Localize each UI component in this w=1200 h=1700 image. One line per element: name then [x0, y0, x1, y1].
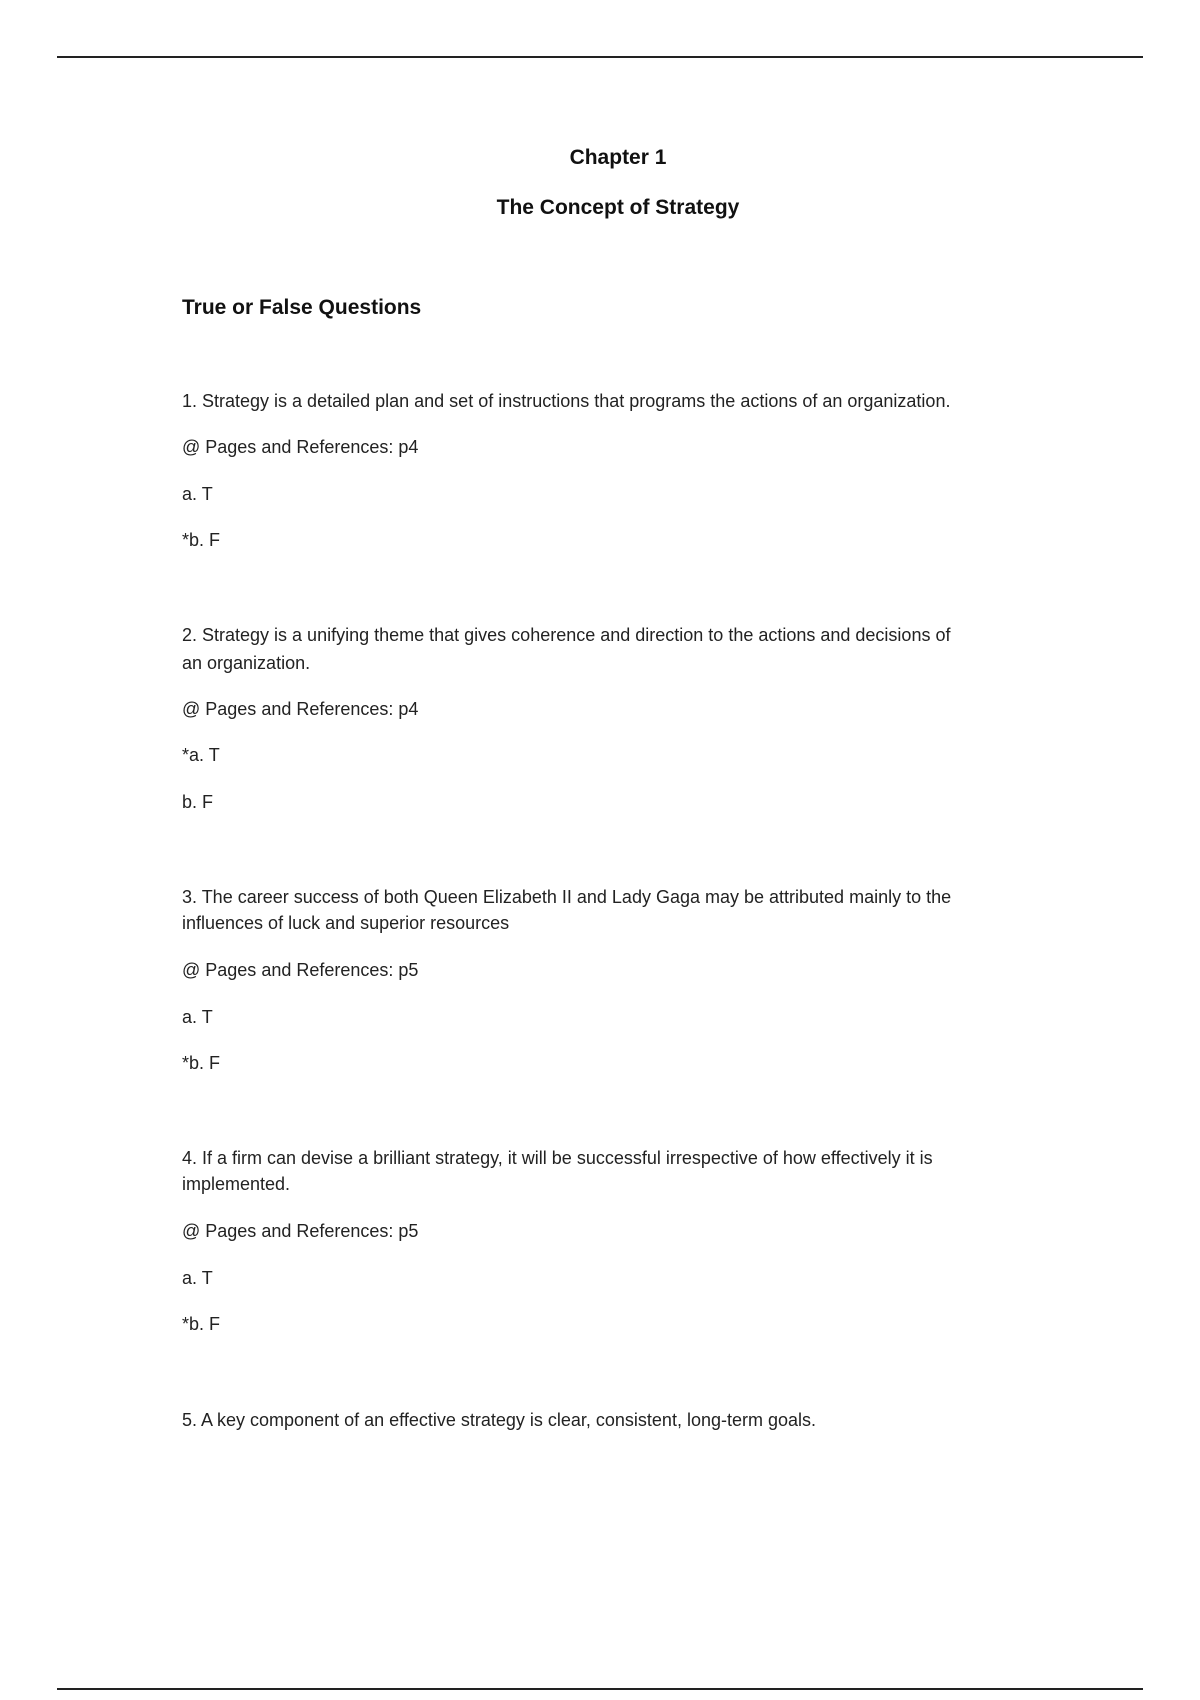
question-text-continued: implemented.: [182, 1174, 291, 1194]
section-title: True or False Questions: [182, 296, 422, 319]
question-text: 5. A key component of an effective strategy is clear, consistent, long-term goals.: [182, 1410, 817, 1430]
option-b: *b. F: [182, 1314, 221, 1334]
option-a: a. T: [182, 484, 213, 504]
question-text: 3. The career success of both Queen Elizabeth II and Lady Gaga may be attributed mainly to the: [182, 887, 952, 907]
question-text: 1. Strategy is a detailed plan and set of instructions that programs the actions of an organization.: [182, 391, 951, 411]
question-text-continued: an organization.: [182, 653, 311, 673]
option-a: a. T: [182, 1007, 213, 1027]
question-reference: @ Pages and References: p5: [182, 960, 419, 980]
chapter-heading: Chapter 1: [569, 146, 667, 169]
page-title: The Concept of Strategy: [496, 196, 740, 219]
bottom-rule: [57, 1688, 1143, 1690]
top-rule: [57, 56, 1143, 58]
question-text: 4. If a firm can devise a brilliant strategy, it will be successful irrespective of how effectively it is: [182, 1148, 933, 1168]
option-b: *b. F: [182, 530, 221, 550]
question-text-continued: influences of luck and superior resources: [182, 913, 510, 933]
question-text: 2. Strategy is a unifying theme that gives coherence and direction to the actions and decisions of: [182, 625, 951, 645]
question-reference: @ Pages and References: p4: [182, 699, 419, 719]
option-b: *b. F: [182, 1053, 221, 1073]
question-reference: @ Pages and References: p4: [182, 437, 419, 457]
option-a: *a. T: [182, 745, 220, 765]
question-reference: @ Pages and References: p5: [182, 1221, 419, 1241]
option-b: b. F: [182, 792, 214, 812]
option-a: a. T: [182, 1268, 213, 1288]
